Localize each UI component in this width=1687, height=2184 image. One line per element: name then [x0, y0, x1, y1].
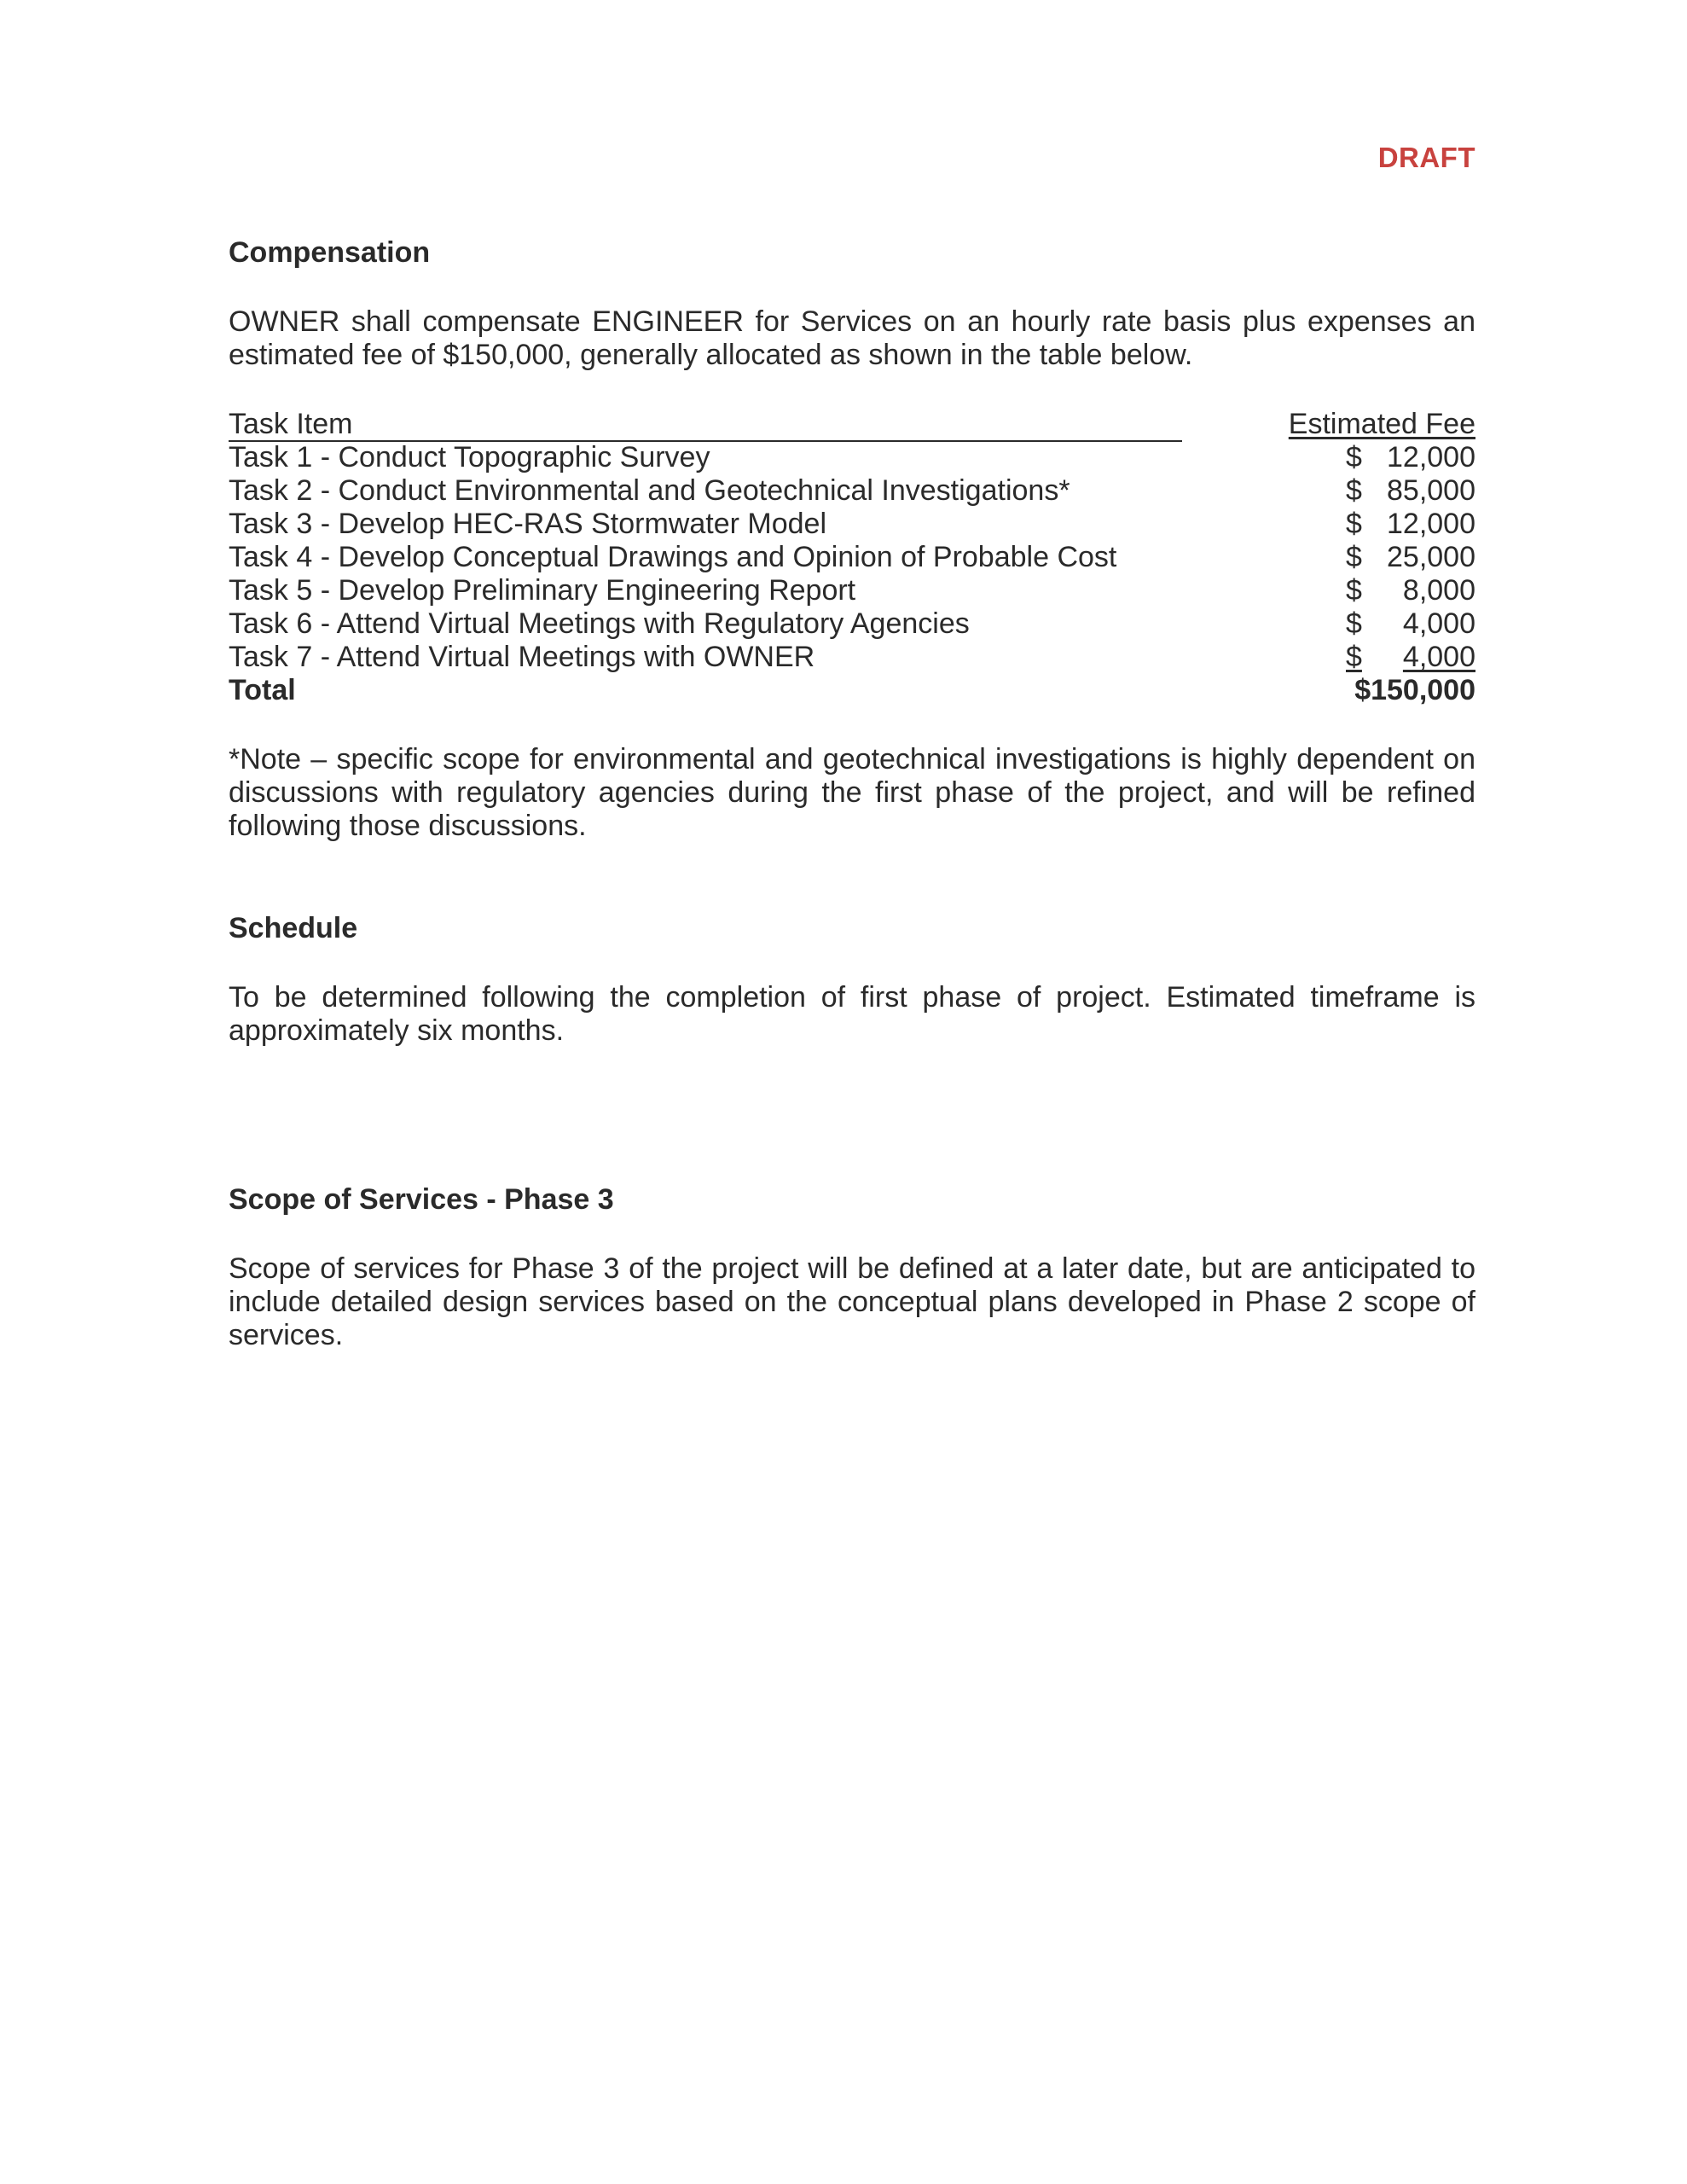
- estimated-fee-column-header: Estimated Fee: [1288, 408, 1475, 440]
- table-row: [229, 641, 1475, 674]
- amount-value: 4,000: [1402, 607, 1475, 640]
- table-row: [229, 508, 1475, 541]
- table-row: [229, 574, 1475, 607]
- task-amount: [1346, 641, 1475, 674]
- table-row: [229, 607, 1475, 641]
- currency-symbol: $: [1346, 474, 1362, 507]
- footnote-paragraph: *Note – specific scope for environmental and geotechnical investigations is highly dependent on discussions with regulatory agencies during the first phase of the project, and will be refined following those discussions.: [229, 743, 1475, 842]
- fee-table-header: [229, 408, 1475, 441]
- task-name: Task 6 - Attend Virtual Meetings with Regulatory Agencies: [229, 607, 970, 640]
- scope-paragraph: Scope of services for Phase 3 of the project will be defined at a later date, but are anticipated to include detailed design services based on the conceptual plans developed in Phase 2 scope of services.: [229, 1252, 1475, 1351]
- currency-symbol: $: [1346, 607, 1362, 640]
- compensation-paragraph: OWNER shall compensate ENGINEER for Services on an hourly rate basis plus expenses an estimated fee of $150,000, generally allocated as shown in the table below.: [229, 305, 1475, 371]
- task-name: Task 7 - Attend Virtual Meetings with OWNER: [229, 641, 815, 673]
- task-amount: [1346, 508, 1475, 541]
- schedule-paragraph: To be determined following the completion of first phase of project. Estimated timeframe is approximately six months.: [229, 981, 1475, 1047]
- amount-value: 8,000: [1402, 574, 1475, 607]
- scope-heading: Scope of Services - Phase 3: [229, 1183, 614, 1216]
- task-amount: [1346, 541, 1475, 574]
- task-amount: [1346, 574, 1475, 607]
- schedule-heading: Schedule: [229, 912, 358, 944]
- amount-value: 25,000: [1387, 541, 1475, 573]
- task-name: Task 4 - Develop Conceptual Drawings and Opinion of Probable Cost: [229, 541, 1117, 573]
- task-item-column-header: Task Item: [229, 409, 1182, 442]
- currency-symbol: $: [1346, 441, 1362, 473]
- total-amount: $150,000: [1354, 674, 1475, 706]
- table-row: [229, 441, 1475, 474]
- task-name: Task 2 - Conduct Environmental and Geotechnical Investigations*: [229, 474, 1070, 507]
- draft-label: DRAFT: [1377, 142, 1475, 173]
- document-body: [229, 235, 1475, 1352]
- table-row: [229, 474, 1475, 508]
- compensation-heading: Compensation: [229, 236, 431, 269]
- currency-symbol: $: [1346, 574, 1362, 607]
- task-amount: [1346, 607, 1475, 641]
- currency-symbol: $: [1346, 641, 1362, 673]
- amount-value: 85,000: [1387, 474, 1475, 507]
- task-name: Task 1 - Conduct Topographic Survey: [229, 441, 710, 473]
- table-row: [229, 541, 1475, 574]
- fee-table: [229, 408, 1475, 707]
- amount-value: 12,000: [1387, 508, 1475, 540]
- currency-symbol: $: [1346, 508, 1362, 540]
- task-amount: [1346, 474, 1475, 508]
- total-label: Total: [229, 674, 296, 706]
- amount-value: 4,000: [1402, 641, 1475, 673]
- amount-value: 12,000: [1387, 441, 1475, 473]
- task-amount: [1346, 441, 1475, 474]
- currency-symbol: $: [1346, 541, 1362, 573]
- task-name: Task 3 - Develop HEC-RAS Stormwater Model: [229, 508, 827, 540]
- task-name: Task 5 - Develop Preliminary Engineering Report: [229, 574, 856, 607]
- total-row: [229, 674, 1475, 707]
